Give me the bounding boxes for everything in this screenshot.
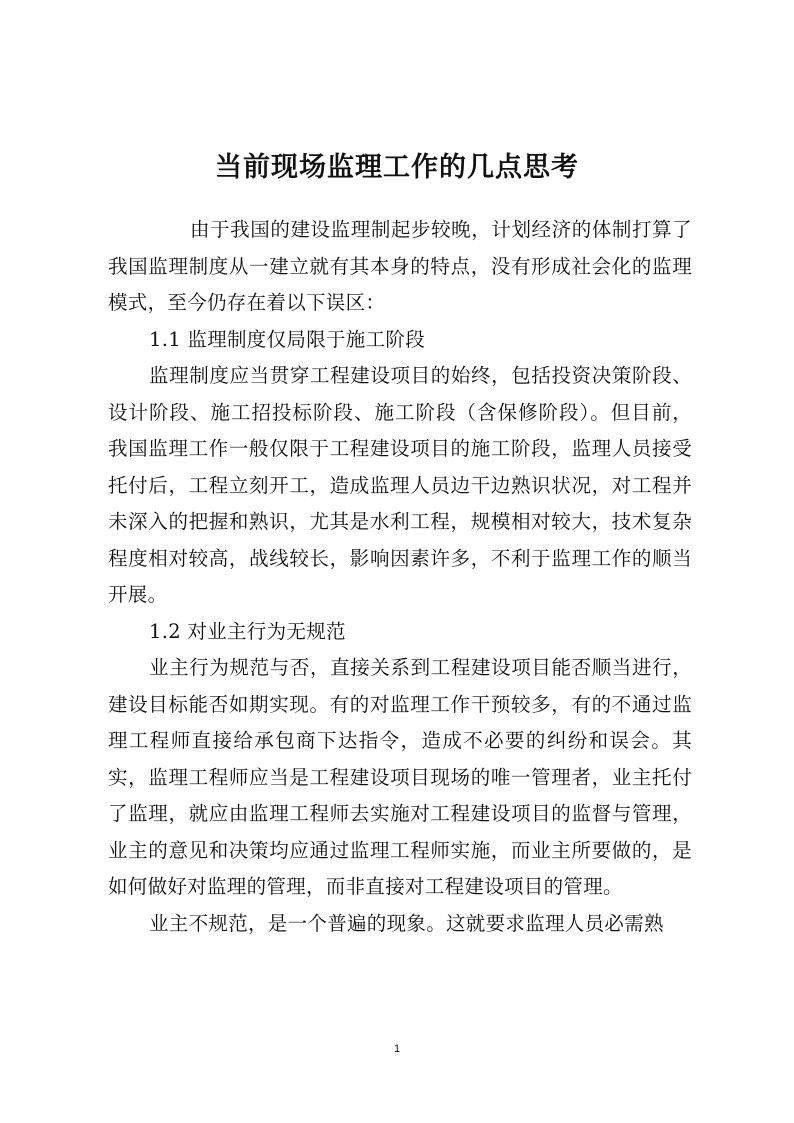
document-body <box>108 212 692 942</box>
page-number: 1 <box>393 1043 401 1055</box>
section-1-1-paragraph: 监理制度应当贯穿工程建设项目的始终，包括投资决策阶段、设计阶段、施工招投标阶段、施工阶段（含保修阶段）。但目前，我国监理工作一般仅限于工程建设项目的施工阶段，监理人员接受托付后，工程立刻开工，造成监理人员边干边熟识状况，对工程并未深入的把握和熟识，尤其是水利工程，规模相对较大，技术复杂程度相对较高，战线较长，影响因素许多，不利于监理工作的顺当开展。 <box>108 364 692 606</box>
section-1-2-paragraph: 业主行为规范与否，直接关系到工程建设项目能否顺当进行，建设目标能否如期实现。有的对监理工作干预较多，有的不通过监理工程师直接给承包商下达指令，造成不必要的纠纷和误会。其实，监理工程师应当是工程建设项目现场的唯一管理者，业主托付了监理，就应由监理工程师去实施对工程建设项目的监督与管理，业主的意见和决策均应通过监理工程师实施，而业主所要做的，是如何做好对监理的管理，而非直接对工程建设项目的管理。 <box>108 656 692 898</box>
section-1-2-paragraph-continued: 业主不规范，是一个普遍的现象。这就要求监理人员必需熟 <box>149 911 664 935</box>
section-heading-1-2: 1.2 对业主行为无规范 <box>149 619 346 643</box>
intro-paragraph: 由于我国的建设监理制起步较晚，计划经济的体制打算了我国监理制度从一建立就有其本身的特点，没有形成社会化的监理模式，至今仍存在着以下误区： <box>108 218 692 314</box>
section-heading-1-1: 1.1 监理制度仅局限于施工阶段 <box>149 327 426 351</box>
document-title: 当前现场监理工作的几点思考 <box>215 152 579 183</box>
